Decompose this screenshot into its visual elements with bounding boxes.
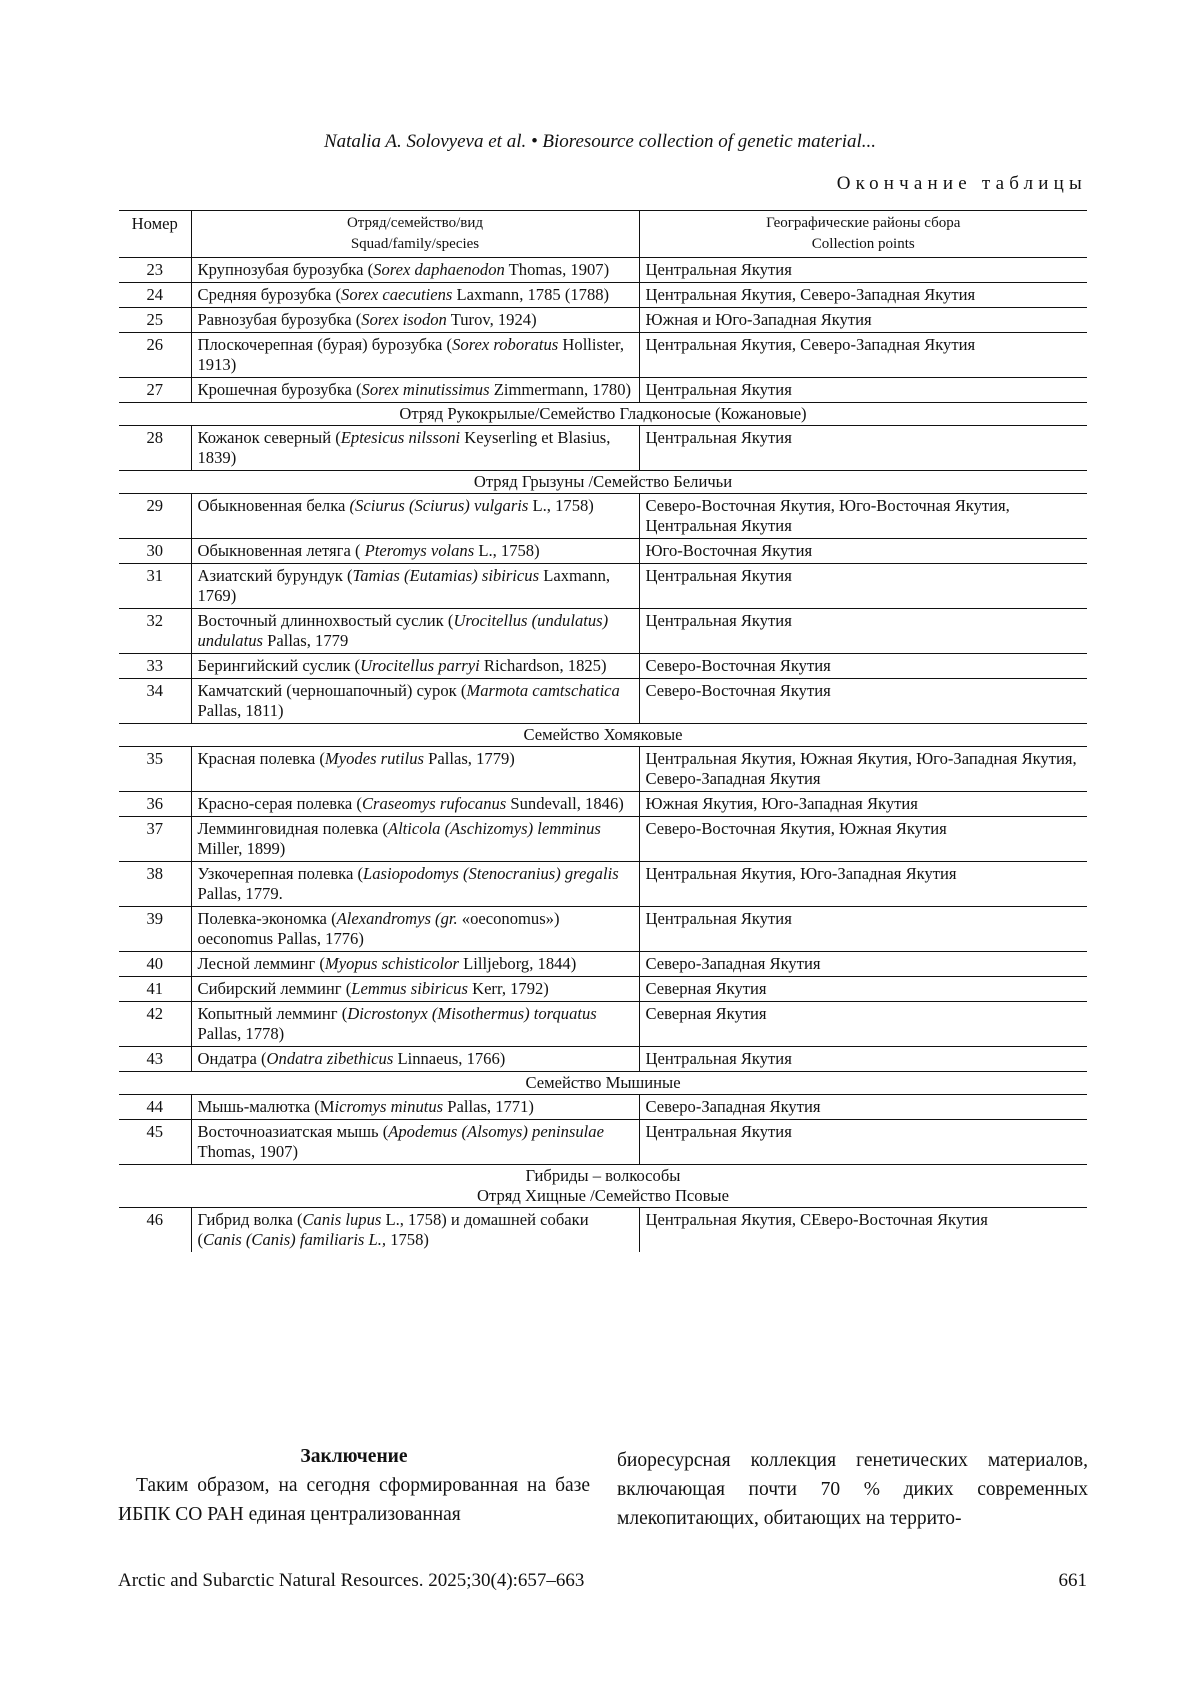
row-number: 40	[119, 952, 191, 977]
species-table	[119, 210, 1087, 1252]
header-number: Номер	[119, 211, 191, 258]
table-row	[119, 817, 1087, 862]
row-number: 28	[119, 426, 191, 471]
table-row	[119, 654, 1087, 679]
row-collection-points: Северо-Западная Якутия	[639, 1095, 1087, 1120]
row-collection-points: Центральная Якутия	[639, 1047, 1087, 1072]
row-collection-points: Южная Якутия, Юго-Западная Якутия	[639, 792, 1087, 817]
conclusion-left-text: Таким образом, на сегодня сформированная на базе ИБПК СО РАН единая централизованная	[118, 1475, 590, 1525]
conclusion-right-column	[617, 1446, 1088, 1533]
table-row	[119, 1095, 1087, 1120]
section-row	[119, 471, 1087, 494]
section-title: Отряд Рукокрылые/Семейство Гладконосые (Кожановые)	[119, 403, 1087, 426]
footer-journal: Arctic and Subarctic Natural Resources. 2025;30(4):657–663	[118, 1570, 585, 1591]
table-row	[119, 1208, 1087, 1253]
row-number: 46	[119, 1208, 191, 1253]
row-number: 25	[119, 308, 191, 333]
row-species: Гибрид волка (Canis lupus L., 1758) и домашней собаки (Canis (Canis) familiaris L., 1758)	[191, 1208, 639, 1253]
row-number: 42	[119, 1002, 191, 1047]
row-number: 45	[119, 1120, 191, 1165]
row-collection-points: Центральная Якутия	[639, 378, 1087, 403]
table-row	[119, 283, 1087, 308]
row-number: 36	[119, 792, 191, 817]
conclusion-left-column	[118, 1442, 590, 1529]
row-species: Лесной лемминг (Myopus schisticolor Lilljeborg, 1844)	[191, 952, 639, 977]
table-header-row	[119, 211, 1087, 258]
row-species: Крошечная бурозубка (Sorex minutissimus Zimmermann, 1780)	[191, 378, 639, 403]
table-row	[119, 539, 1087, 564]
row-collection-points: Северо-Восточная Якутия, Юго-Восточная Якутия, Центральная Якутия	[639, 494, 1087, 539]
table-row	[119, 333, 1087, 378]
row-collection-points: Северо-Восточная Якутия	[639, 679, 1087, 724]
table-caption: Окончание таблицы	[836, 173, 1087, 194]
row-collection-points: Центральная Якутия, Северо-Западная Якутия	[639, 333, 1087, 378]
row-species: Копытный лемминг (Dicrostonyx (Misothermus) torquatus Pallas, 1778)	[191, 1002, 639, 1047]
table-row	[119, 258, 1087, 283]
row-number: 27	[119, 378, 191, 403]
row-number: 31	[119, 564, 191, 609]
row-species: Ондатра (Ondatra zibethicus Linnaeus, 1766)	[191, 1047, 639, 1072]
row-number: 23	[119, 258, 191, 283]
row-collection-points: Центральная Якутия	[639, 1120, 1087, 1165]
row-collection-points: Центральная Якутия, СЕверо-Восточная Якутия	[645, 1210, 988, 1229]
row-species: Красная полевка (Myodes rutilus Pallas, 1779)	[191, 747, 639, 792]
header-points-en: Collection points	[811, 236, 915, 252]
row-number: 35	[119, 747, 191, 792]
row-collection-points: Центральная Якутия	[639, 426, 1087, 471]
section-title: Отряд Грызуны /Семейство Беличьи	[119, 471, 1087, 494]
row-number: 29	[119, 494, 191, 539]
table-row	[119, 1120, 1087, 1165]
table-row	[119, 792, 1087, 817]
row-number: 33	[119, 654, 191, 679]
row-species: Кожанок северный (Eptesicus nilssoni Keyserling et Blasius, 1839)	[191, 426, 639, 471]
row-collection-points: Юго-Восточная Якутия	[639, 539, 1087, 564]
table-row	[119, 952, 1087, 977]
row-species: Плоскочерепная (бурая) бурозубка (Sorex roboratus Hollister, 1913)	[191, 333, 639, 378]
table-row	[119, 426, 1087, 471]
row-collection-points: Центральная Якутия	[639, 609, 1087, 654]
row-species: Средняя бурозубка (Sorex caecutiens Laxmann, 1785 (1788)	[191, 283, 639, 308]
row-species: Восточноазиатская мышь (Apodemus (Alsomys) peninsulae Thomas, 1907)	[191, 1120, 639, 1165]
row-number: 30	[119, 539, 191, 564]
row-collection-points: Центральная Якутия, Северо-Западная Якутия	[639, 283, 1087, 308]
table-row	[119, 679, 1087, 724]
table-row	[119, 494, 1087, 539]
table-row	[119, 1002, 1087, 1047]
row-species: Берингийский суслик (Urocitellus parryi Richardson, 1825)	[191, 654, 639, 679]
row-species: Сибирский лемминг (Lemmus sibiricus Kerr, 1792)	[191, 977, 639, 1002]
row-species: Мышь-малютка (Micromys minutus Pallas, 1771)	[191, 1095, 639, 1120]
section-title-line: Гибриды – волкособы	[525, 1166, 681, 1185]
header-species-ru: Отряд/семейство/вид	[346, 215, 484, 231]
row-number: 37	[119, 817, 191, 862]
section-row	[119, 724, 1087, 747]
row-number: 38	[119, 862, 191, 907]
table-row	[119, 609, 1087, 654]
header-points-ru: Географические районы сбора	[766, 215, 961, 231]
section-row	[119, 1072, 1087, 1095]
table-row	[119, 977, 1087, 1002]
row-species: Восточный длиннохвостый суслик (Urocitellus (undulatus) undulatus Pallas, 1779	[191, 609, 639, 654]
row-collection-points: Центральная Якутия, Юго-Западная Якутия	[639, 862, 1087, 907]
row-collection-points: Центральная Якутия	[639, 907, 1087, 952]
row-species: Обыкновенная белка (Sciurus (Sciurus) vulgaris L., 1758)	[191, 494, 639, 539]
header-points	[639, 211, 1087, 258]
row-species: Равнозубая бурозубка (Sorex isodon Turov, 1924)	[191, 308, 639, 333]
section-title: Семейство Хомяковые	[119, 724, 1087, 747]
row-species: Камчатский (черношапочный) сурок (Marmota camtschatica Pallas, 1811)	[191, 679, 639, 724]
row-collection-points: Северная Якутия	[639, 977, 1087, 1002]
section-title	[119, 1165, 1087, 1208]
row-number: 24	[119, 283, 191, 308]
row-number: 34	[119, 679, 191, 724]
table-row	[119, 308, 1087, 333]
table-row	[119, 1047, 1087, 1072]
row-collection-points: Северо-Восточная Якутия, Южная Якутия	[639, 817, 1087, 862]
row-collection-points: Центральная Якутия, Южная Якутия, Юго-Западная Якутия, Северо-Западная Якутия	[639, 747, 1087, 792]
row-species: Лемминговидная полевка (Alticola (Aschizomys) lemminus Miller, 1899)	[191, 817, 639, 862]
row-number: 41	[119, 977, 191, 1002]
conclusion-right-text: биоресурсная коллекция генетических материалов, включающая почти 70 % диких современных млекопитающих, обитающих на террито-	[617, 1450, 1088, 1529]
section-row	[119, 1165, 1087, 1208]
row-number: 44	[119, 1095, 191, 1120]
row-number: 39	[119, 907, 191, 952]
row-number: 26	[119, 333, 191, 378]
row-species: Красно-серая полевка (Craseomys rufocanus Sundevall, 1846)	[191, 792, 639, 817]
table-row	[119, 907, 1087, 952]
table-row	[119, 862, 1087, 907]
row-species: Крупнозубая бурозубка (Sorex daphaenodon Thomas, 1907)	[191, 258, 639, 283]
conclusion-title: Заключение	[300, 1446, 408, 1467]
header-species	[191, 211, 639, 258]
table-row	[119, 747, 1087, 792]
row-species: Обыкновенная летяга ( Pteromys volans L., 1758)	[191, 539, 639, 564]
row-species: Полевка-экономка (Alexandromys (gr. «oeconomus») oeconomus Pallas, 1776)	[191, 907, 639, 952]
row-collection-points: Центральная Якутия	[639, 258, 1087, 283]
row-collection-points: Северо-Западная Якутия	[639, 952, 1087, 977]
row-collection-points: Северо-Восточная Якутия	[639, 654, 1087, 679]
table-row	[119, 378, 1087, 403]
row-collection-points: Южная и Юго-Западная Якутия	[639, 308, 1087, 333]
section-row	[119, 403, 1087, 426]
row-collection-points: Северная Якутия	[639, 1002, 1087, 1047]
row-collection-points: Центральная Якутия	[639, 564, 1087, 609]
table-row	[119, 564, 1087, 609]
section-title-line: Отряд Хищные /Семейство Псовые	[477, 1186, 729, 1205]
running-head: Natalia A. Solovyeva et al. • Bioresource collection of genetic material...	[323, 131, 877, 152]
row-species: Узкочерепная полевка (Lasiopodomys (Stenocranius) gregalis Pallas, 1779.	[191, 862, 639, 907]
section-title: Семейство Мышиные	[119, 1072, 1087, 1095]
footer-page-number: 661	[1058, 1570, 1087, 1591]
header-species-en: Squad/family/species	[350, 236, 480, 252]
row-species: Азиатский бурундук (Tamias (Eutamias) sibiricus Laxmann, 1769)	[191, 564, 639, 609]
table-body	[119, 258, 1087, 1253]
row-number: 32	[119, 609, 191, 654]
row-number: 43	[119, 1047, 191, 1072]
